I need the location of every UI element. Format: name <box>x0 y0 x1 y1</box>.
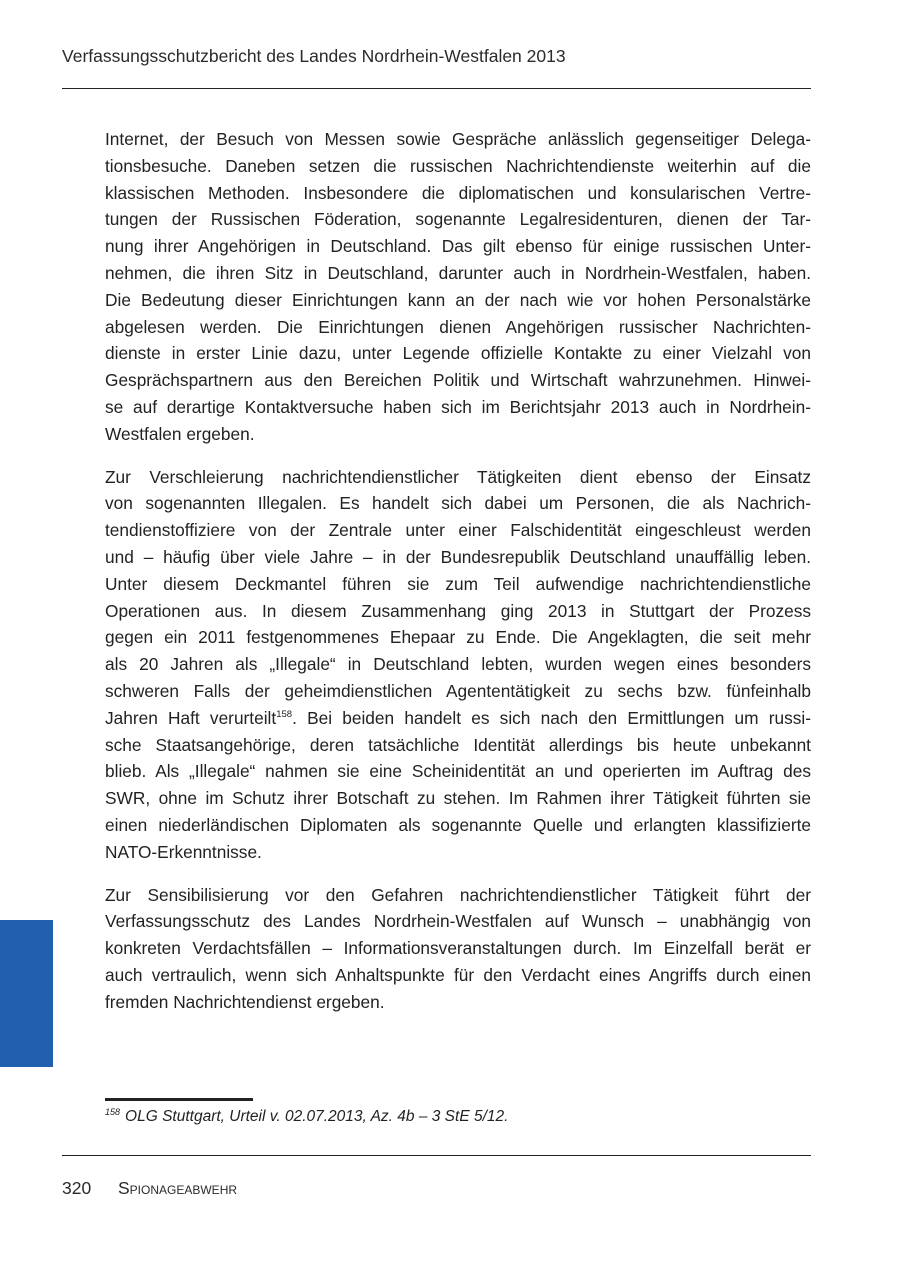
footnote-number: 158 <box>105 1107 121 1117</box>
footnote-reference[interactable]: 158 <box>276 708 293 720</box>
text-line: fremden Nachrichtendienst ergeben. <box>105 991 385 1012</box>
section-name: Spionageabwehr <box>118 1178 238 1198</box>
paragraph-3 <box>105 882 811 1016</box>
footnote-separator <box>105 1098 253 1101</box>
page-number: 320 <box>62 1178 92 1198</box>
text-line: nung ihrer Angehörigen in Deutschland. Das gilt ebenso für einige russischen Unter- <box>105 236 811 257</box>
text-line: sche Staatsangehörige, deren tatsächliche Identität allerdings bis heute unbekannt <box>105 734 811 755</box>
text-line: schweren Falls der geheimdienstlichen Agententätigkeit zu sechs bzw. fünfeinhalb <box>105 680 811 701</box>
chapter-side-tab <box>0 920 53 1067</box>
text-line: blieb. Als „Illegale“ nahmen sie eine Scheinidentität an und operierten im Auftrag des <box>105 761 811 782</box>
text-line: Unter diesem Deckmantel führen sie zum Teil aufwendige nachrichtendienstliche <box>105 573 811 594</box>
text-segment: Jahren Haft verurteilt <box>105 707 277 728</box>
body-text <box>105 126 811 1032</box>
text-line-with-footnote <box>105 705 811 732</box>
text-line: dienste in erster Linie dazu, unter Legende offizielle Kontakte zu einer Vielzahl von <box>105 343 811 364</box>
footnote <box>105 1108 508 1126</box>
footer-rule <box>62 1155 811 1156</box>
header-rule <box>62 88 811 89</box>
text-line: von sogenannten Illegalen. Es handelt sich dabei um Personen, die als Nachrich- <box>105 493 811 514</box>
text-line: gegen ein 2011 festgenommenes Ehepaar zu Ende. Die Angeklagten, die seit mehr <box>105 627 811 648</box>
paragraph-2 <box>105 464 811 866</box>
footnote-text: OLG Stuttgart, Urteil v. 02.07.2013, Az. 4b – 3 StE 5/12. <box>125 1108 509 1125</box>
text-line: klassischen Methoden. Insbesondere die diplomatischen und konsularischen Vertre- <box>105 182 811 203</box>
text-line: se auf derartige Kontaktversuche haben sich im Berichtsjahr 2013 auch in Nordrhein- <box>105 396 811 417</box>
text-line: Die Bedeutung dieser Einrichtungen kann an der nach wie vor hohen Personalstärke <box>105 289 811 310</box>
running-header-title: Verfassungsschutzbericht des Landes Nordrhein-Westfalen 2013 <box>62 46 566 66</box>
text-line: abgelesen werden. Die Einrichtungen dienen Angehörigen russischer Nachrichten- <box>105 316 811 337</box>
paragraph-1 <box>105 126 811 448</box>
text-line: auch vertraulich, wenn sich Anhaltspunkte für den Verdacht eines Angriffs durch einen <box>105 964 811 985</box>
text-line: und – häufig über viele Jahre – in der Bundesrepublik Deutschland unauffällig leben. <box>105 546 811 567</box>
text-line: NATO-Erkenntnisse. <box>105 841 262 862</box>
text-line: einen niederländischen Diplomaten als sogenannte Quelle und erlangten klassifizierte <box>105 814 811 835</box>
text-line: Operationen aus. In diesem Zusammenhang ging 2013 in Stuttgart der Prozess <box>105 600 811 621</box>
text-segment: . Bei beiden handelt es sich nach den Ermittlungen um russi- <box>292 707 811 728</box>
text-line: nehmen, die ihren Sitz in Deutschland, darunter auch in Nordrhein-Westfalen, haben. <box>105 262 811 283</box>
text-line: als 20 Jahren als „Illegale“ in Deutschland lebten, wurden wegen eines besonders <box>105 654 811 675</box>
text-line: SWR, ohne im Schutz ihrer Botschaft zu stehen. Im Rahmen ihrer Tätigkeit führten sie <box>105 788 811 809</box>
text-line: Verfassungsschutz des Landes Nordrhein-Westfalen auf Wunsch – unabhängig von <box>105 911 811 932</box>
text-line: tungen der Russischen Föderation, sogenannte Legalresidenturen, dienen der Tar- <box>105 209 811 230</box>
text-line: Internet, der Besuch von Messen sowie Gespräche anlässlich gegenseitiger Delega- <box>105 129 811 149</box>
text-line: Westfalen ergeben. <box>105 423 255 444</box>
text-line: konkreten Verdachtsfällen – Informationsveranstaltungen durch. Im Einzelfall berät er <box>105 938 811 959</box>
text-line: Gesprächspartnern aus den Bereichen Politik und Wirtschaft wahrzunehmen. Hinwei- <box>105 370 811 391</box>
text-line: Zur Verschleierung nachrichtendienstlicher Tätigkeiten dient ebenso der Einsatz <box>105 466 811 487</box>
text-line: tionsbesuche. Daneben setzen die russischen Nachrichtendienste weiterhin auf die <box>105 155 811 176</box>
text-line: Zur Sensibilisierung vor den Gefahren nachrichtendienstlicher Tätigkeit führt der <box>105 884 811 905</box>
text-line: tendienstoffiziere von der Zentrale unter einer Falschidentität eingeschleust werden <box>105 520 811 541</box>
